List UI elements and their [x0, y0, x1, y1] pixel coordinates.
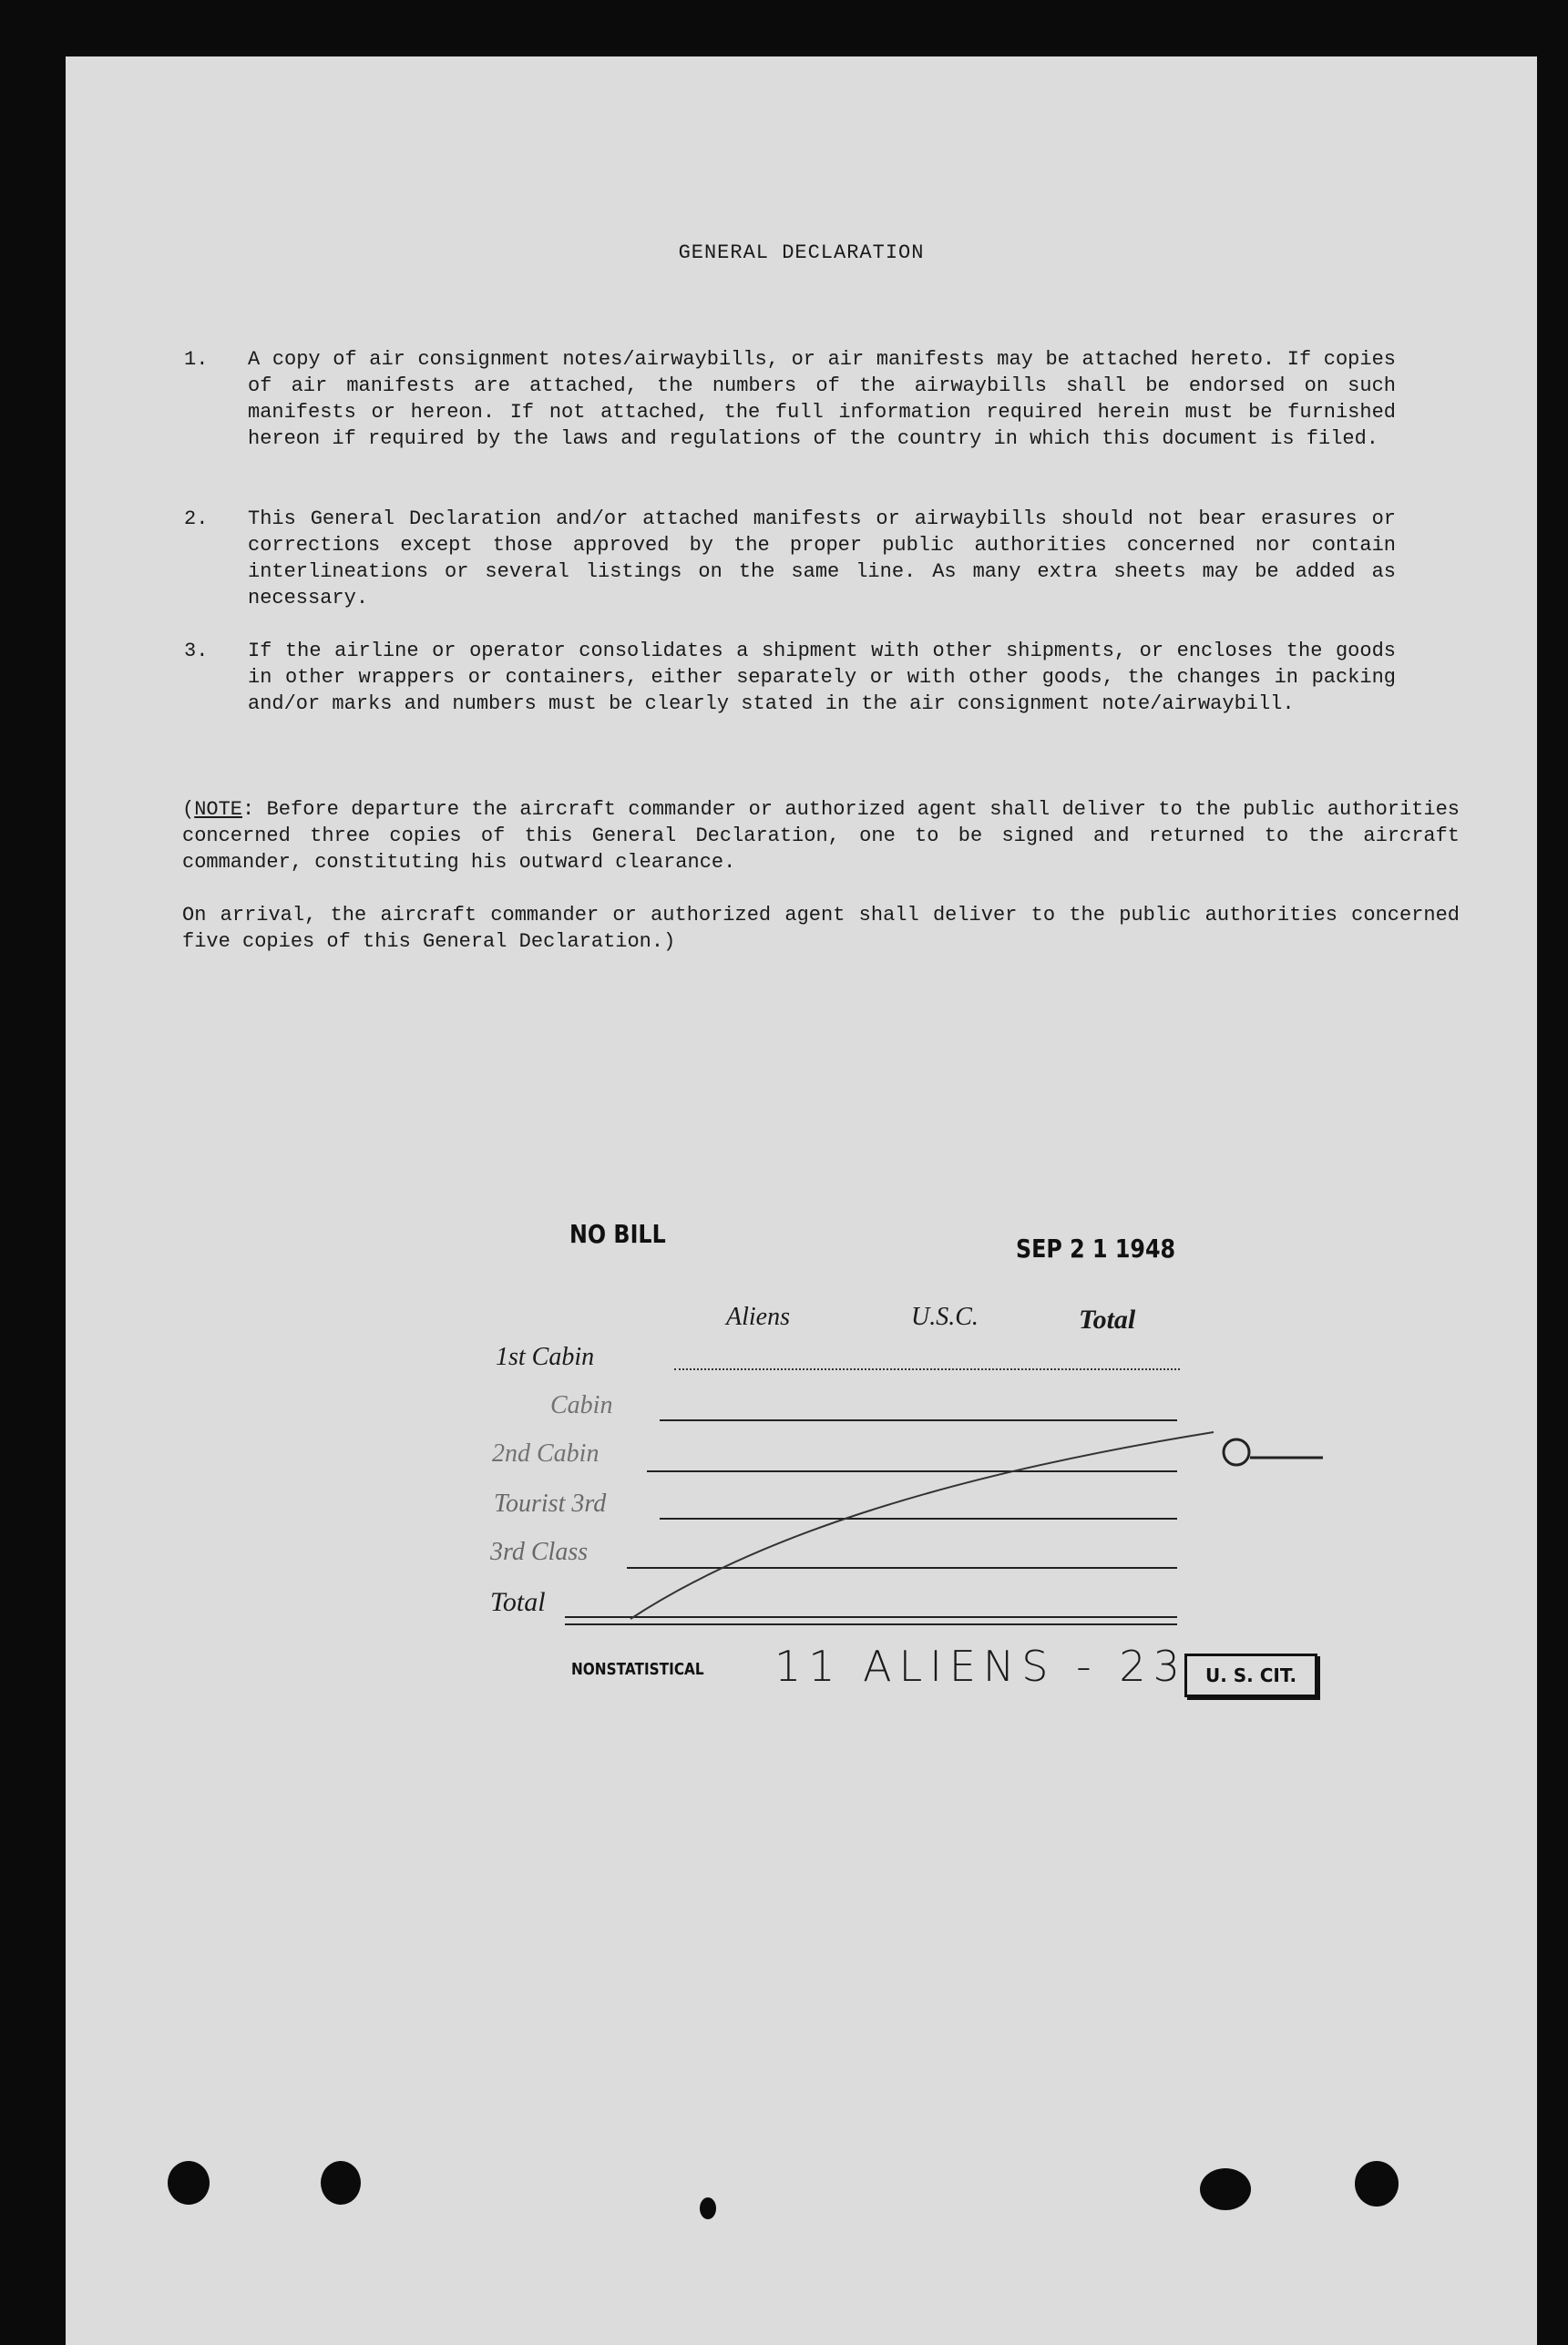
row-label-3rd-class: 3rd Class — [490, 1538, 589, 1566]
header-total: Total — [1079, 1305, 1136, 1335]
row-label-cabin: Cabin — [550, 1391, 613, 1419]
handwritten-count: 11 ALIENS - 23 — [774, 1642, 1187, 1691]
item-number: 3. — [184, 640, 209, 662]
row-label-tourist-3rd: Tourist 3rd — [494, 1490, 607, 1518]
date-stamp: SEP 2 1 1948 — [1016, 1234, 1176, 1264]
item-text: A copy of air consignment notes/airwaybills, or air manifests may be attached hereto. If copies of air manifests are attached, the numbers of the airwaybills shall be endorsed on such manifests or hereon. If not attached, the full information required herein must be furnished hereon if required by the laws and regulations of the country in which this document is filed. — [248, 348, 1396, 450]
row-label-2nd-cabin: 2nd Cabin — [492, 1439, 600, 1468]
row-label-total: Total — [490, 1587, 546, 1617]
punch-hole — [1200, 2168, 1251, 2210]
punch-hole — [321, 2161, 361, 2205]
page-title: GENERAL DECLARATION — [678, 241, 925, 264]
item-text: If the airline or operator consolidates a shipment with other shipments, or encloses the goods in other wrappers or containers, either separately or with other goods, the changes in packing and/or marks and numbers must be clearly stated in the air consignment note/airwaybill. — [248, 640, 1396, 715]
nonstatistical-stamp: NONSTATISTICAL — [571, 1660, 704, 1679]
note-open-paren: ( — [182, 798, 195, 821]
strike-through-mark — [612, 1405, 1232, 1633]
item-number: 1. — [184, 348, 209, 371]
punch-hole — [700, 2197, 716, 2219]
punch-hole — [1355, 2161, 1399, 2207]
punch-hole — [168, 2161, 210, 2205]
note-label: NOTE — [194, 798, 243, 821]
item-text: This General Declaration and/or attached manifests or airwaybills should not bear erasures or corrections except those approved by the proper public authorities concerned nor contain interlineations or several listings on the same line. As many extra sheets may be added as necessary. — [248, 507, 1396, 609]
no-bill-stamp: NO BILL — [569, 1219, 666, 1249]
header-aliens: Aliens — [726, 1303, 790, 1331]
header-usc: U.S.C. — [911, 1303, 979, 1331]
row-label-1st-cabin: 1st Cabin — [496, 1343, 595, 1371]
row-line — [674, 1368, 1180, 1370]
note-text: : Before departure the aircraft commander or authorized agent shall deliver to the public authorities concerned three copies of this General Declaration, one to be signed and returned to the aircraft commander, constituting his outward clearance. — [182, 798, 1460, 874]
us-citizen-stamp: U. S. CIT. — [1184, 1654, 1317, 1697]
document-page — [66, 56, 1537, 2345]
item-number: 2. — [184, 507, 209, 530]
note-arrival-paragraph: On arrival, the aircraft commander or authorized agent shall deliver to the public authorities concerned five copies of this General Declaration.) — [182, 904, 1460, 953]
note-paragraph — [182, 796, 1460, 876]
handwritten-mark-icon — [1214, 1432, 1332, 1478]
